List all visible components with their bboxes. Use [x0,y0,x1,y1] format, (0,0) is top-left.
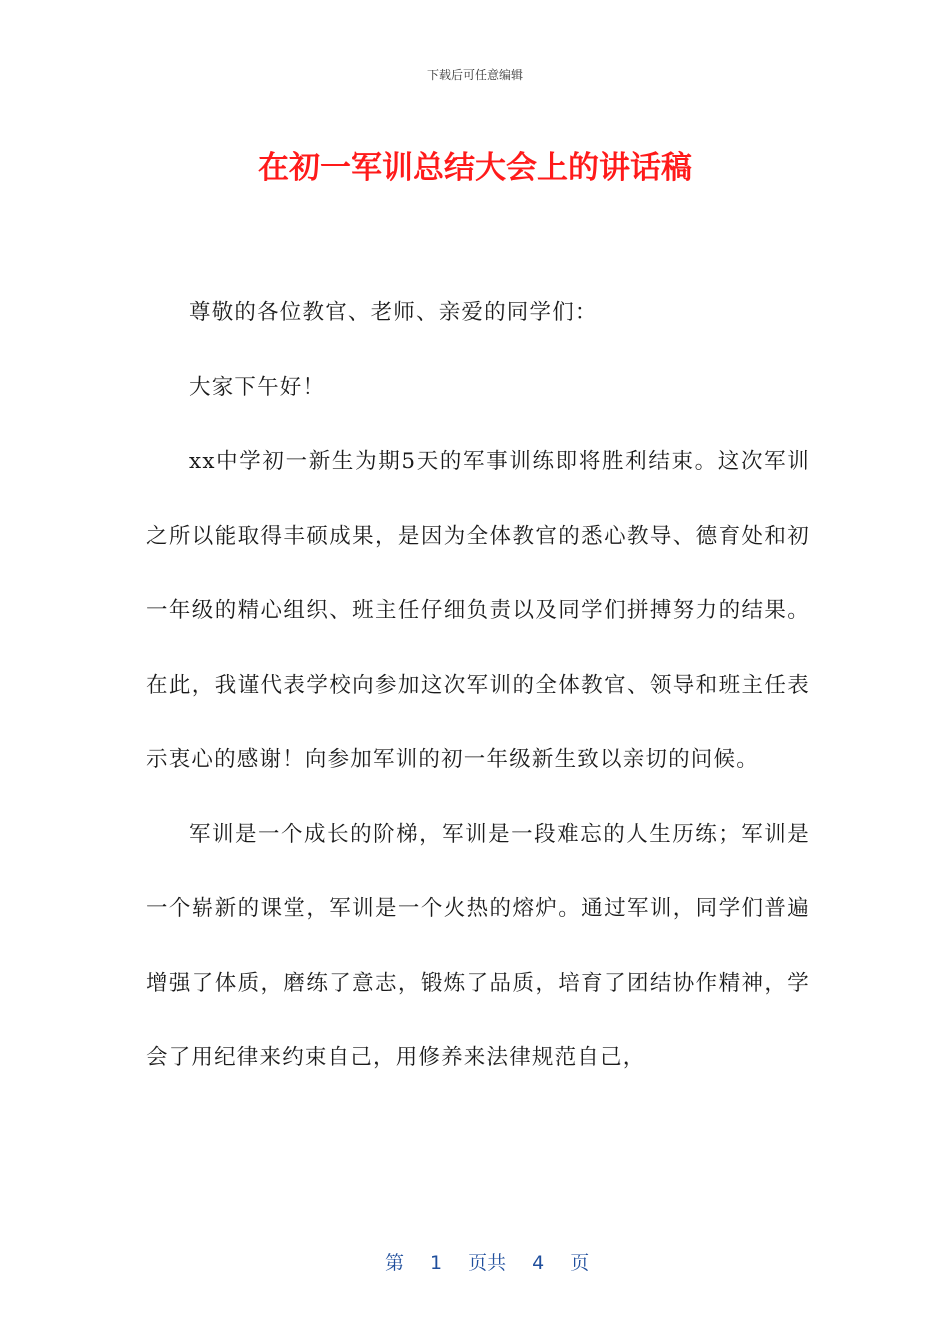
paragraph-salutation: 尊敬的各位教官、老师、亲爱的同学们： [189,300,598,325]
header-note: 下载后可任意编辑 [426,68,523,82]
paragraph-reflection: 军训是一个成长的阶梯，军训是一段难忘的人生历练；军训是一个崭新的课堂，军训是一个火热的熔炉。通过军训，同学们普遍增强了体质，磨练了意志，锻炼了品质，培育了团结协作精神，学会了用纪律来约束自己，用修养来法律规范自己， [146,821,810,1070]
paragraph-intro: xx中学初一新生为期5天的军事训练即将胜利结束。这次军训之所以能取得丰硕成果，是因为全体教官的悉心教导、德育处和初一年级的精心组织、班主任仔细负责以及同学们拼搏努力的结果。在此，我谨代表学校向参加这次军训的全体教官、领导和班主任表示衷心的感谢！向参加军训的初一年级新生致以亲切的问候。 [146,449,810,772]
document-title: 在初一军训总结大会上的讲话稿 [258,150,692,186]
document-body [146,276,810,1096]
footer-page-prefix: 第 [384,1252,404,1274]
footer-page-suffix: 页 [570,1252,590,1274]
page-footer [0,1226,950,1297]
footer-page-current: 1 [429,1252,443,1274]
footer-page-total: 4 [532,1252,545,1274]
paragraph-greeting: 大家下午好！ [189,374,326,400]
footer-page-middle: 页共 [468,1252,507,1274]
